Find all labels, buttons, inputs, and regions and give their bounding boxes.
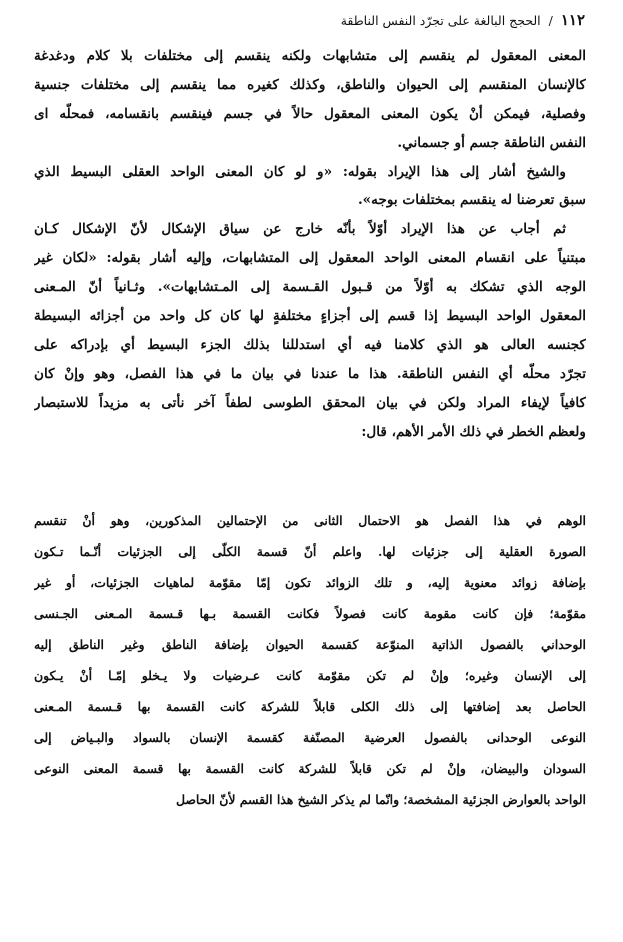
quote-line: الوهم في هذا الفصل هو الاحتمال الثانى من الإحتمالين المذكورين، وهو أنْ تنقسم: [34, 513, 586, 528]
text-line: كالإنسان المنقسم إلى الحيوان والناطق، وكذلك كغيره مما ينقسم إلى مختلفات جنسية: [34, 76, 586, 93]
text-line: تجرّد محلّه أي النفس الناطقة. هذا ما عندنا في بيان ما في هذا الفصل، وهو وإنْ كان: [34, 365, 586, 382]
text-line: وفصلية، فيمكن أنْ يكون المعنى المعقول حالاً في جسم فينقسم بانقسامه، فمحلّه اى: [34, 105, 586, 122]
text-line: والشيخ أشار إلى هذا الإيراد بقوله: «و لو كان المعنى الواحد العقلى البسيط الذي: [34, 163, 566, 180]
quote-line: الوحداني بالفصول الذاتية المنوّعة كقسمة الحيوان بإضافة الناطق وغير الناطق إليه: [34, 637, 586, 652]
quote-line: بإضافة زوائد معنوية إليه، و تلك الزوائد تكون إمّا مقوّمة لماهيات الجزئيات، أو غير: [34, 575, 586, 590]
text-line: الوجه الذي تشكك به أوّلاً من قـبول القـسمة إلى المـتشابهات». وثـانياً أنّ المـعنى: [34, 279, 586, 296]
quote-line: الواحد بالعوارض الجزئية المشخصة؛ وانّما لم يذكر الشيخ هذا القسم لأنّ الحاصل: [176, 792, 586, 807]
page-number: ١١٢: [560, 11, 585, 29]
text-line: المعقول الواحد البسيط إذا قسم إلى أجزاءٍ مختلفةٍ لها كان كل واحد من أجزائه البسيطة: [34, 308, 586, 325]
running-head: [40, 10, 585, 31]
quoted-passage: [34, 505, 586, 815]
text-line: النفس الناطقة جسم أو جسماني.: [397, 134, 586, 151]
running-head-title: الحجج البالغة على تجرّد النفس الناطقة: [340, 13, 541, 28]
main-text: [34, 42, 586, 446]
text-line: المعنى المعقول لم ينقسم إلى متشابهات ولكنه ينقسم إلى مختلفات بلا كلام ودغدغة: [34, 48, 586, 64]
text-line: كجنسه العالى هو الذي كلامنا فيه أي استدللنا بذلك الجزء البسيط أي بإدراكه على: [34, 336, 586, 353]
quote-line: إلى الإنسان وغيره؛ وإنْ لم تكن مقوّمة كانت عـرضيات ولا يـخلو إمّـا أنْ يـكون: [34, 668, 586, 683]
text-line: مبتنياً على انقسام المعنى الواحد المعقول إلى المتشابهات، وإليه أشار بقوله: «لكان غير: [34, 250, 586, 267]
text-line: سبق تعرضنا له ينقسم بمختلفات بوجه».: [357, 192, 586, 209]
quote-line: الصورة العقلية إلى جزئيات لها. واعلم أنّ قسمة الكلّى إلى الجزئيات أنّـما تـكون: [34, 544, 586, 559]
running-head-separator: /: [548, 13, 553, 28]
quote-line: النوعى الوحدانى بالفصول العرضية المصنّفة كقسمة الإنسان بالسواد والبـياض إلى: [34, 730, 586, 745]
text-line: ولعظم الخطر في ذلك الأمر الأهم، قال:: [361, 423, 586, 440]
text-line: كافياً لإيفاء المراد ولكن في بيان المحقق الطوسى لطفاً آخر نأتى به مزيداً للاستبصار: [34, 394, 586, 411]
quote-line: الحاصل بعد إضافتها إلى ذلك الكلى قابلاً للشركة كانت القسمة بها قـسمة المـعنى: [34, 699, 586, 714]
text-line: ثم أجاب عن هذا الإيراد أوّلاً بأنّه خارج عن سياق الإشكال لأنّ الإشكال كـان: [34, 221, 566, 238]
quote-line: مقوّمة؛ فإن كانت مقومة كانت فصولاً فكانت القسمة بـها قـسمة المـعنى الجـنسى: [34, 606, 586, 621]
quote-line: السودان والبيضان، وإنْ لم تكن قابلاً للشركة كانت القسمة بها قسمة المعنى النوعى: [34, 761, 586, 776]
